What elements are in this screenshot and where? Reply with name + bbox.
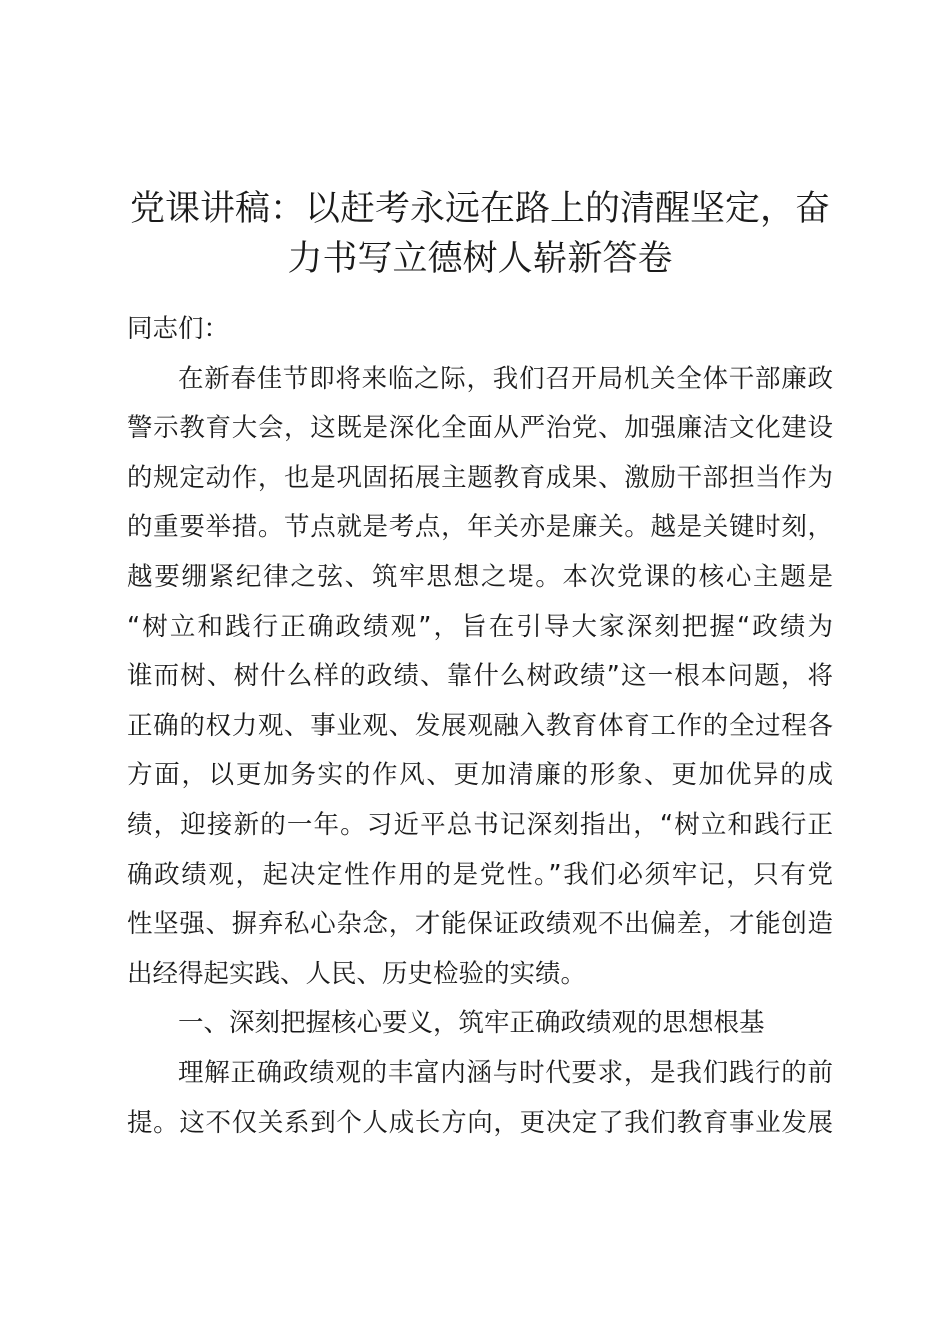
body-line: 警示教育大会，这既是深化全面从严治党、加强廉洁文化建设: [127, 413, 833, 444]
body-line: 谁而树、树什么样的政绩、靠什么树政绩”这一根本问题，将: [127, 661, 833, 692]
body-line: 在新春佳节即将来临之际，我们召开局机关全体干部廉政: [178, 363, 833, 394]
section-heading: 一、深刻把握核心要义，筑牢正确政绩观的思想根基: [178, 1008, 765, 1039]
salutation: 同志们：: [127, 314, 230, 344]
body-line: 理解正确政绩观的丰富内涵与时代要求，是我们践行的前: [178, 1057, 833, 1088]
body-line: 确政绩观，起决定性作用的是党性。”我们必须牢记，只有党: [127, 859, 833, 890]
body-line: 性坚强、摒弃私心杂念，才能保证政绩观不出偏差，才能创造: [127, 909, 833, 940]
body-line: 出经得起实践、人民、历史检验的实绩。: [127, 958, 587, 989]
document-body: [127, 305, 833, 1148]
body-line: 提。这不仅关系到个人成长方向，更决定了我们教育事业发展: [127, 1107, 833, 1138]
body-line: 的重要举措。节点就是考点，年关亦是廉关。越是关键时刻，: [127, 512, 833, 543]
body-line: “树立和践行正确政绩观”，旨在引导大家深刻把握“政绩为: [127, 611, 833, 642]
title-line-2: 力书写立德树人崭新答卷: [287, 239, 673, 279]
body-line: 方面，以更加务实的作风、更加清廉的形象、更加优异的成: [127, 760, 833, 791]
document-title: [127, 184, 833, 284]
body-line: 正确的权力观、事业观、发展观融入教育体育工作的全过程各: [127, 710, 833, 741]
body-line: 的规定动作，也是巩固拓展主题教育成果、激励干部担当作为: [127, 462, 833, 493]
body-line: 绩，迎接新的一年。习近平总书记深刻指出，“树立和践行正: [127, 809, 833, 840]
body-line: 越要绷紧纪律之弦、筑牢思想之堤。本次党课的核心主题是: [127, 561, 833, 592]
title-line-1: 党课讲稿：以赶考永远在路上的清醒坚定，奋: [129, 189, 830, 229]
